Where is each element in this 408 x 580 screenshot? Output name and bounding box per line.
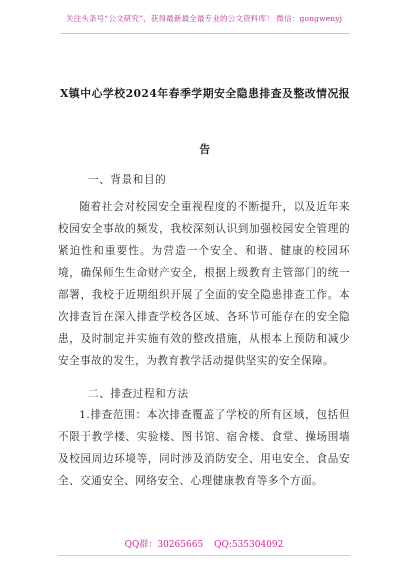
footer-qq-number: QQ:535304092	[214, 540, 284, 550]
section-heading-background: 一、背景和目的	[88, 174, 167, 186]
section-heading-process: 二、排查过程和方法	[88, 388, 189, 400]
footer-qq-group: QQ群：30265665	[124, 540, 204, 550]
header-divider	[60, 33, 350, 34]
footer-divider	[58, 555, 350, 556]
section-paragraph-process: 1.排查范围：本次排查覆盖了学校的所有区域，包括但不限于教学楼、实验楼、图书馆、宿舍楼、食堂、操场围墙及校园周边环境等，同时涉及消防安全、用电安全、食品安全、交通安全、网络安全、心理健康教育等多个方面。	[58, 409, 350, 487]
header-banner: 关注头条号“公文研究”，获得最新最全最专业的公文资料库！ 微信：gongwenyj	[65, 14, 343, 23]
footer-contact	[0, 537, 408, 550]
document-title: X镇中心学校2024年春季学期安全隐患排查及整改情况报告	[60, 87, 350, 156]
section-paragraph-background: 随着社会对校园安全重视程度的不断提升，以及近年来校园安全事故的频发，我校深刻认识到加强校园安全管理的紧迫性和重要性。为营造一个安全、和谐、健康的校园环境，确保师生生命财产安全，根据上级教育主管部门的统一部署，我校于近期组织开展了全面的安全隐患排查工作。本次排查旨在深入排查学校各区域、各环节可能存在的安全隐患，及时制定并实施有效的整改措施，从根本上预防和减少安全事故的发生，为教育教学活动提供坚实的安全保障。	[58, 201, 350, 367]
